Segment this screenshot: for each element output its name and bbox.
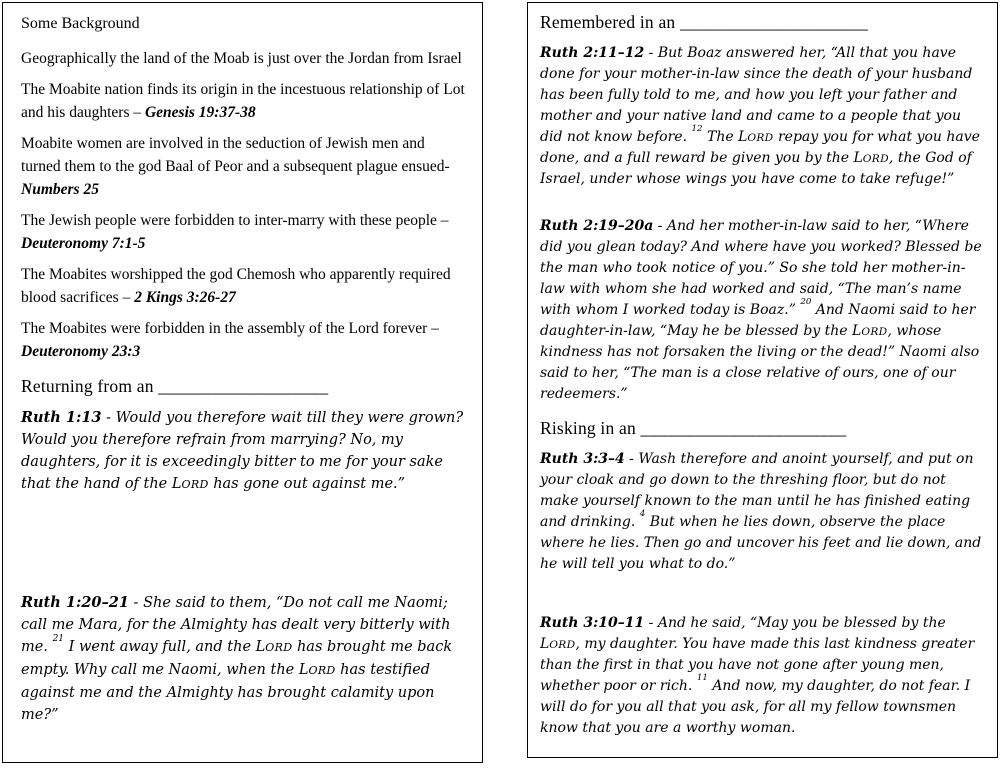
quote-reference: Ruth 3:10–11 [540, 615, 645, 631]
quote-reference: Ruth 1:20–21 [21, 594, 129, 611]
scripture-reference: Numbers 25 [21, 181, 99, 198]
body-paragraph: Moabite women are involved in the seduction of Jewish men and turned them to the god Baal of Peor and a subsequent plague ensued- Numbers 25 [21, 135, 450, 198]
quote-text: And he said, “May you be blessed by the LORD, my daughter. You have made this last kindness greater than the first in that you have not gone after young men, whether poor or rich. $^{11}$ And now, my daughter, do not fear. I will do for you all that you ask, for all my fellow townsmen know that you are a worthy woman. [540, 615, 975, 736]
fill-in-blank-heading: Risking in an _______________________ [540, 418, 847, 438]
scripture-reference: Genesis 19:37-38 [144, 104, 256, 121]
lord-smallcaps: LORD [738, 129, 774, 145]
body-paragraph: The Moabites worshipped the god Chemosh who apparently required blood sacrifices – 2 Kings 3:26-27 [21, 266, 451, 306]
quote-separator: - [653, 218, 667, 234]
quote-text: She said to them, “Do not call me Naomi; call me Mara, for the Almighty has dealt very bitterly with me. $^{21}$ I went away full, and the LORD has brought me back empty. Why call me Naomi, when the LORD has testified against me and the Almighty has brought calamity upon me?” [21, 595, 453, 723]
scripture-quote [21, 407, 468, 496]
quote-reference: Ruth 3:3–4 [540, 451, 625, 467]
quote-text: But Boaz answered her, “All that you have done for your mother-in-law since the death of your husband has been fully told to me, and how you left your father and mother and your native land and came to a people that you did not know before. $^{12}$ The LORD repay you for what you have done, and a full reward be given you by the LORD, the God of Israel, under whose wings you have come to take refuge!” [540, 45, 980, 187]
quote-text: And her mother-in-law said to her, “Where did you glean today? And where have you worked? Blessed be the man who took notice of you.” So she told her mother-in-law with whom she had worked and said, “The man’s name with whom I worked today is Boaz.” $^{20}$ And Naomi said to her daughter-in-law, “May he be blessed by the LORD, whose kindness has not forsaken the living or the dead!” Naomi also said to her, “The man is a close relative of ours, one of our redeemers.” [540, 218, 982, 402]
scripture-quote [21, 592, 468, 726]
scripture-quote [540, 216, 985, 405]
verse-number-superscript: 11 [696, 673, 708, 684]
fill-in-blank-heading: Remembered in an _____________________ [540, 12, 868, 32]
lord-smallcaps: LORD [298, 662, 336, 678]
fill-in-blank-heading: Returning from an ___________________ [21, 376, 329, 396]
quote-reference: Ruth 1:13 [21, 409, 102, 426]
body-paragraph: Geographically the land of the Moab is just over the Jordan from Israel [21, 50, 462, 67]
lord-smallcaps: LORD [852, 323, 888, 339]
scripture-quote [540, 43, 985, 190]
verse-number-superscript: 4 [639, 509, 646, 520]
panel-title: Some Background [21, 15, 140, 32]
quote-reference: Ruth 2:19–20a [540, 218, 654, 234]
quote-separator: - [128, 595, 144, 611]
lord-smallcaps: LORD [171, 476, 209, 492]
quote-separator: - [624, 451, 639, 467]
body-paragraph: The Moabites were forbidden in the assembly of the Lord forever – Deuteronomy 23:3 [21, 320, 439, 360]
lord-smallcaps: LORD [255, 639, 293, 655]
scripture-quote [540, 449, 985, 575]
quote-reference: Ruth 2:11–12 [540, 45, 645, 61]
body-paragraph: The Jewish people were forbidden to inter-marry with these people – Deuteronomy 7:1-5 [21, 212, 449, 252]
scripture-reference: Deuteronomy 7:1-5 [21, 235, 146, 252]
lord-smallcaps: LORD [540, 636, 576, 652]
remembered-risking-text-box [527, 2, 998, 758]
quote-separator: - [644, 615, 658, 631]
body-paragraph: The Moabite nation finds its origin in the incestuous relationship of Lot and his daughters – Genesis 19:37-38 [21, 81, 465, 121]
quote-separator: - [644, 45, 658, 61]
quote-separator: - [101, 410, 116, 426]
quote-text: Would you therefore wait till they were grown? Would you therefore refrain from marrying? No, my daughters, for it is exceedingly bitter to me for your sake that the hand of the LORD has gone out against me.” [21, 410, 464, 492]
scripture-quote [540, 613, 985, 739]
scripture-reference: Deuteronomy 23:3 [21, 343, 141, 360]
verse-number-superscript: 12 [691, 124, 703, 135]
verse-number-superscript: 21 [52, 634, 64, 645]
background-text-box [2, 2, 483, 763]
lord-smallcaps: LORD [853, 150, 889, 166]
quote-text: Wash therefore and anoint yourself, and put on your cloak and go down to the threshing floor, but do not make yourself known to the man until he has finished eating and drinking. $^4$ But when he lies down, observe the place where he lies. Then go and uncover his feet and lie down, and he will tell you what to do.” [540, 451, 982, 572]
verse-number-superscript: 20 [800, 297, 812, 308]
scripture-reference: 2 Kings 3:26-27 [134, 289, 236, 306]
